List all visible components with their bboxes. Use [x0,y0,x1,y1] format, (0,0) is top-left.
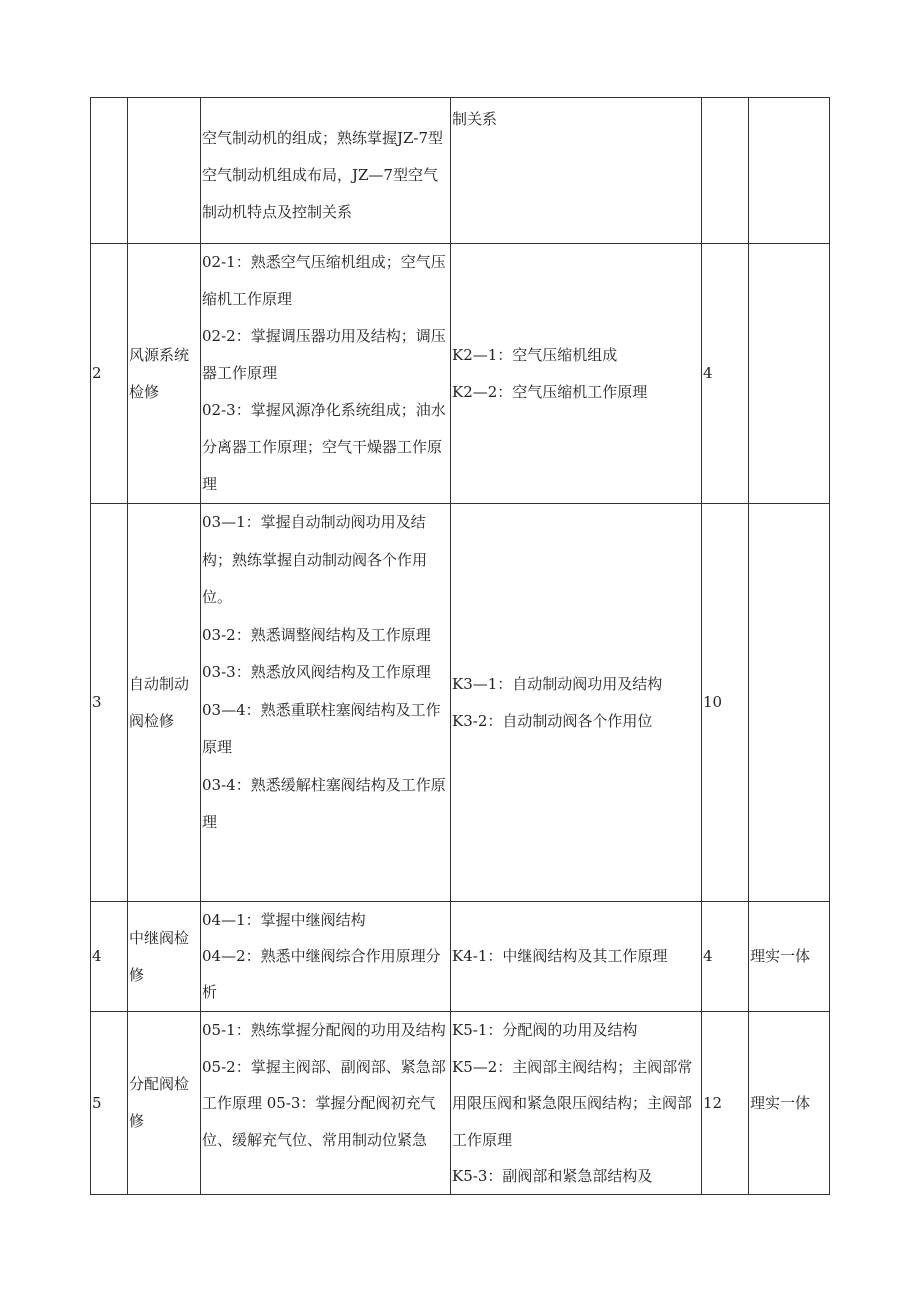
table-row [91,1012,830,1195]
module-content [201,504,451,902]
module-content [201,902,451,1012]
knowledge-points [451,1012,702,1195]
row-number: 3 [91,504,128,902]
hours [702,98,749,244]
content-text: 空气制动机的组成；熟练掌握JZ-7型空气制动机组成布局，JZ—7型空气制动机特点及控制关系 [202,129,444,221]
teaching-mode [749,98,830,244]
knowledge-text: K3—1：自动制动阀功用及结构 K3-2：自动制动阀各个作用位 [452,674,663,730]
knowledge-points [451,504,702,902]
knowledge-text: K2—1：空气压缩机组成 K2—2：空气压缩机工作原理 [452,345,648,401]
hours: 4 [702,244,749,504]
content-text: 02-1：熟悉空气压缩机组成；空气压缩机工作原理 02-2：掌握调压器功用及结构；调压器工作原理 02-3：掌握风源净化系统组成；油水分离器工作原理；空气干燥器工作原理 [202,253,446,493]
content-text: 04—1：掌握中继阀结构 04—2：熟悉中继阀综合作用原理分析 [202,911,441,1001]
module-name [128,98,201,244]
content-text: 03—1：掌握自动制动阀功用及结构；熟练掌握自动制动阀各个作用位。 03-2：熟悉调整阀结构及工作原理 03-3：熟悉放风阀结构及工作原理 03—4：熟悉重联柱塞阀结构及工作原理 03-4：熟悉缓解柱塞阀结构及工作原理 [202,513,446,831]
module-name: 中继阀检修 [128,902,201,1012]
teaching-mode [749,504,830,902]
hours: 10 [702,504,749,902]
knowledge-points [451,902,702,1012]
hours: 12 [702,1012,749,1195]
table-row [91,504,830,902]
teaching-mode: 理实一体 [749,902,830,1012]
module-name: 风源系统检修 [128,244,201,504]
table-row [91,902,830,1012]
row-number: 4 [91,902,128,1012]
teaching-mode [749,244,830,504]
module-content [201,244,451,504]
table-row [91,244,830,504]
knowledge-text: K5-1：分配阀的功用及结构 K5—2：主阀部主阀结构；主阀部常用限压阀和紧急限压阀结构；主阀部工作原理 K5-3：副阀部和紧急部结构及 [452,1021,693,1185]
module-name: 分配阀检修 [128,1012,201,1195]
module-content [201,1012,451,1195]
teaching-mode: 理实一体 [749,1012,830,1195]
hours: 4 [702,902,749,1012]
knowledge-points [451,244,702,504]
knowledge-text: 制关系 [452,110,498,128]
module-name: 自动制动阀检修 [128,504,201,902]
knowledge-points [451,98,702,244]
module-content [201,98,451,244]
row-number: 5 [91,1012,128,1195]
content-text: 05-1：熟练掌握分配阀的功用及结构 05-2：掌握主阀部、副阀部、紧急部工作原理 05-3：掌握分配阀初充气位、缓解充气位、常用制动位紧急 [202,1021,451,1149]
table-row [91,98,830,244]
knowledge-text: K4-1：中继阀结构及其工作原理 [452,947,668,965]
curriculum-table [90,97,830,1195]
row-number: 2 [91,244,128,504]
row-number [91,98,128,244]
